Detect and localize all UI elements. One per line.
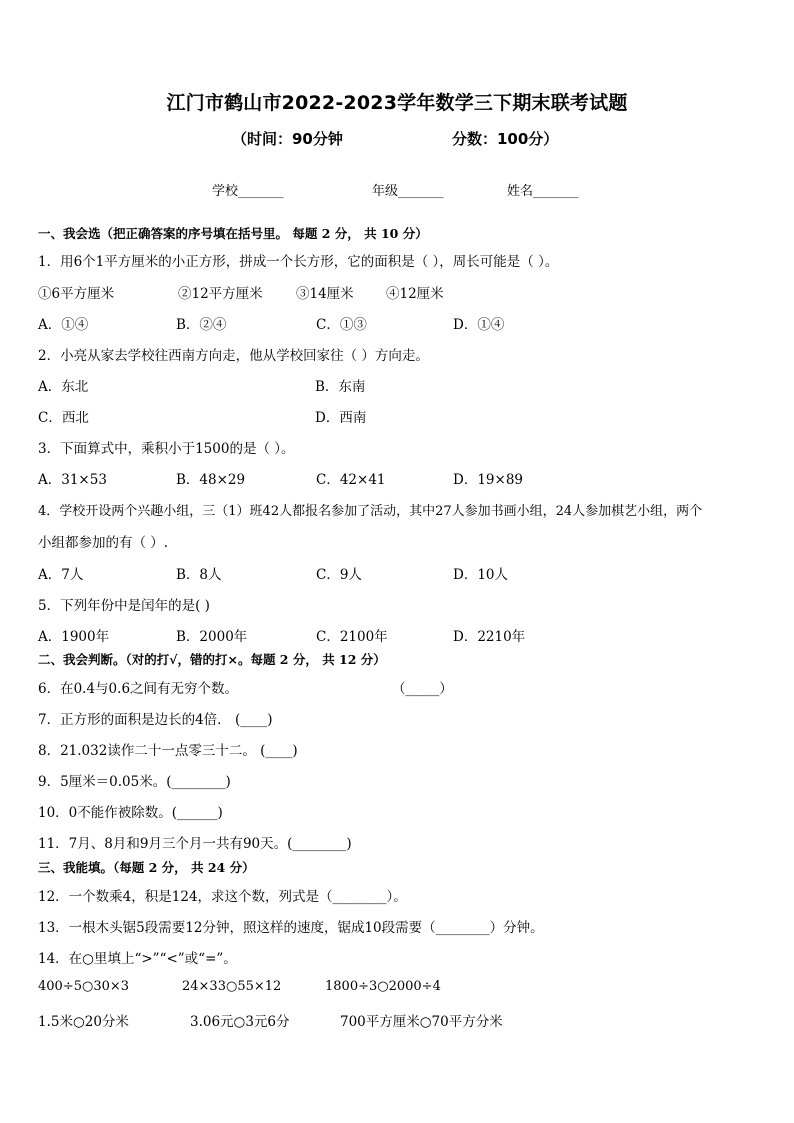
- q1-choice-1: ①6平方厘米: [38, 286, 115, 302]
- q1-option-d: D．①④: [453, 317, 505, 333]
- name-field: 姓名_______: [507, 184, 579, 199]
- q3-option-d: D．19×89: [453, 472, 523, 488]
- q3-option-a: A．31×53: [38, 472, 107, 488]
- q1-option-b: B．②④: [176, 317, 227, 333]
- q4-option-a: A．7人: [38, 567, 84, 583]
- q14-item-2: 24×33○55×12: [182, 979, 282, 994]
- question-11: 11．7月、8月和9月三个月一共有90天。(________): [38, 836, 352, 852]
- question-10: 10．0不能作被除数。(______): [38, 805, 223, 821]
- section-1-heading: 一、我会选（把正确答案的序号填在括号里。 每题 2 分， 共 10 分）: [38, 226, 428, 241]
- school-field: 学校_______: [212, 184, 284, 199]
- question-13: 13．一根木头锯5段需要12分钟，照这样的速度，锯成10段需要（________）分钟。: [38, 920, 544, 936]
- q1-option-c: C．①③: [316, 317, 367, 333]
- question-4-line-2: 小组都参加的有（ ）.: [38, 535, 169, 551]
- question-1: 1．用6个1平方厘米的小正方形，拼成一个长方形，它的面积是（ ），周长可能是（ ）。: [38, 254, 559, 270]
- q2-option-c: C．西北: [38, 410, 89, 426]
- q3-option-b: B．48×29: [176, 472, 246, 488]
- question-14: 14．在○里填上“>”“<”或“=”。: [38, 951, 237, 967]
- question-3: 3．下面算式中，乘积小于1500的是（ ）。: [38, 441, 295, 457]
- exam-time: （时间：90分钟: [232, 130, 343, 148]
- question-2: 2．小亮从家去学校往西南方向走，他从学校回家往（ ）方向走。: [38, 348, 429, 364]
- q4-option-c: C．9人: [316, 567, 362, 583]
- page-title: 江门市鹤山市2022-2023学年数学三下期末联考试题: [166, 92, 628, 114]
- q14-item-1: 400÷5○30×3: [38, 979, 130, 994]
- question-6: 6．在0.4与0.6之间有无穷个数。: [38, 681, 239, 697]
- q5-option-b: B．2000年: [176, 629, 248, 645]
- q5-option-d: D．2210年: [453, 629, 526, 645]
- section-2-heading: 二、我会判断。（对的打√，错的打×。每题 2 分， 共 12 分）: [38, 652, 386, 667]
- question-5: 5．下列年份中是闰年的是( ): [38, 598, 210, 614]
- q1-option-a: A．①④: [38, 317, 89, 333]
- q2-option-a: A．东北: [38, 379, 89, 395]
- q4-option-b: B．8人: [176, 567, 222, 583]
- q4-option-d: D．10人: [453, 567, 509, 583]
- q5-option-a: A．1900年: [38, 629, 110, 645]
- q2-option-d: D．西南: [315, 410, 367, 426]
- q14-item-5: 3.06元○3元6分: [190, 1014, 290, 1030]
- q3-option-c: C．42×41: [316, 472, 386, 488]
- q14-item-3: 1800÷3○2000÷4: [325, 979, 441, 994]
- question-9: 9．5厘米＝0.05米。(________): [38, 774, 231, 790]
- question-7: 7．正方形的面积是边长的4倍． (____): [38, 712, 273, 728]
- grade-field: 年级_______: [372, 184, 444, 199]
- question-12: 12．一个数乘4，积是124，求这个数，列式是（________）。: [38, 889, 407, 905]
- question-8: 8．21.032读作二十一点零三十二。 (____): [38, 743, 298, 759]
- q14-item-4: 1.5米○20分米: [38, 1014, 129, 1030]
- q5-option-c: C．2100年: [316, 629, 388, 645]
- q6-answer-blank: （_____）: [392, 681, 453, 697]
- q1-choice-3: ③14厘米: [296, 286, 354, 302]
- q1-choice-2: ②12平方厘米: [178, 286, 263, 302]
- q1-choice-4: ④12厘米: [386, 286, 444, 302]
- q2-option-b: B．东南: [315, 379, 366, 395]
- section-3-heading: 三、我能填。（每题 2 分， 共 24 分）: [38, 860, 255, 875]
- exam-score: 分数：100分）: [452, 130, 559, 148]
- q14-item-6: 700平方厘米○70平方分米: [340, 1014, 503, 1030]
- question-4-line-1: 4．学校开设两个兴趣小组，三（1）班42人都报名参加了活动，其中27人参加书画小组，24人参加棋艺小组，两个: [38, 504, 703, 519]
